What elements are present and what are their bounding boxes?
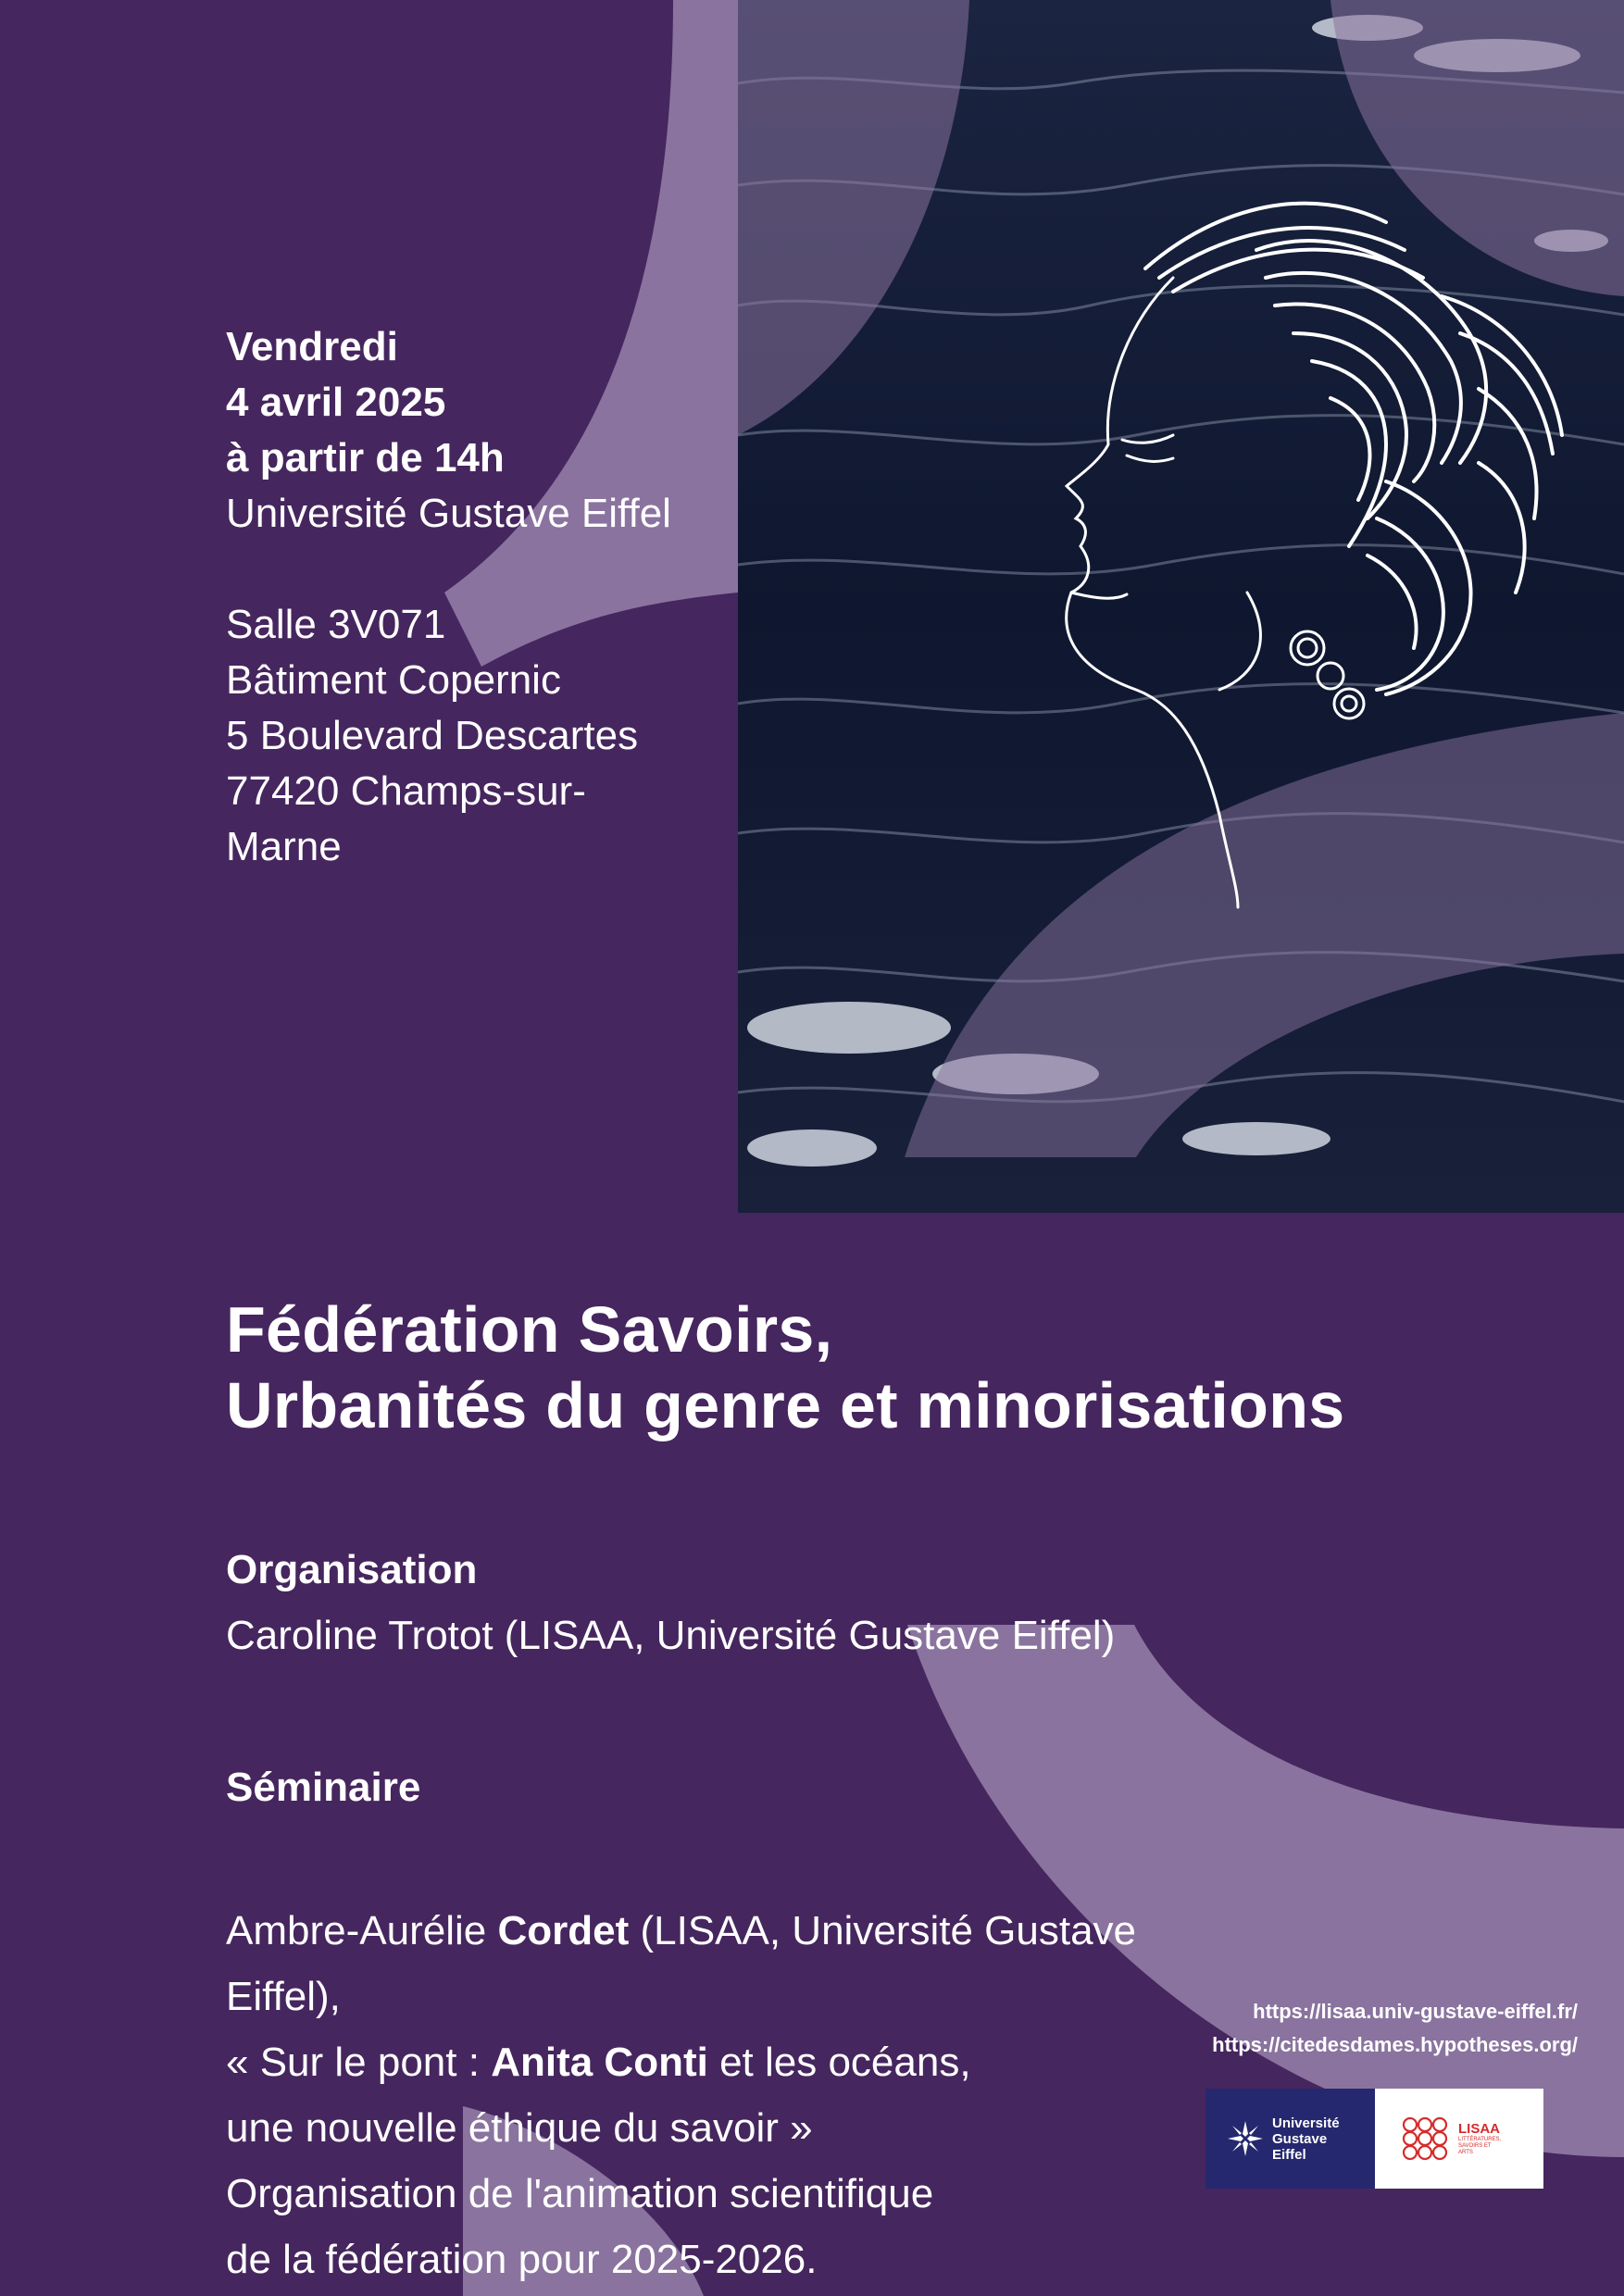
- event-city-line2: Marne: [226, 824, 342, 869]
- title-line2: Urbanités du genre et minorisations: [226, 1369, 1345, 1441]
- event-day: Vendredi: [226, 324, 398, 369]
- event-city-line1: 77420 Champs-sur-: [226, 768, 586, 814]
- speaker-last-name: Cordet: [497, 1908, 630, 1953]
- event-info: [226, 319, 744, 875]
- lisaa-knot-icon: [1401, 2115, 1449, 2162]
- event-date: 4 avril 2025: [226, 380, 446, 425]
- talk-bold: Anita Conti: [491, 2040, 708, 2085]
- title-line1: Fédération Savoirs,: [226, 1293, 833, 1366]
- link-lisaa[interactable]: https://lisaa.univ-gustave-eiffel.fr/: [1253, 2000, 1578, 2023]
- seminaire-heading: Séminaire: [226, 1765, 421, 1810]
- website-links: [1212, 1995, 1578, 2062]
- seminaire-line4: de la fédération pour 2025-2026.: [226, 2237, 818, 2282]
- talk-post: et les océans,: [719, 2040, 971, 2085]
- talk-pre: « Sur le pont :: [226, 2040, 480, 2085]
- organisation-text: Caroline Trotot (LISAA, Université Gustave Eiffel): [226, 1613, 1116, 1658]
- event-building: Bâtiment Copernic: [226, 657, 561, 703]
- ugef-star-icon: [1226, 2119, 1265, 2158]
- link-citedesdames[interactable]: https://citedesdames.hypotheses.org/: [1212, 2033, 1578, 2056]
- event-room: Salle 3V071: [226, 602, 446, 647]
- seminaire-line3: Organisation de l'animation scientifique: [226, 2171, 934, 2216]
- speaker-affiliation: (LISAA, Université Gustave Eiffel),: [226, 1908, 1137, 2019]
- seminaire-speaker: [226, 1898, 1152, 2029]
- partner-logos: [1206, 2089, 1543, 2189]
- event-time: à partir de 14h: [226, 435, 505, 480]
- poster-title: [226, 1292, 1522, 1443]
- talk-title-line1: [226, 2029, 1152, 2095]
- organisation-heading: Organisation: [226, 1547, 478, 1592]
- ocean-portrait-illustration: [738, 0, 1624, 1213]
- seminaire-body: [226, 1898, 1152, 2292]
- event-university: Université Gustave Eiffel: [226, 491, 671, 536]
- talk-title-line2: une nouvelle éthique du savoir »: [226, 2105, 813, 2151]
- speaker-first-name: Ambre-Aurélie: [226, 1908, 487, 1953]
- logo-lisaa: LISAA LITTÉRATURES, SAVOIRS ET ARTS: [1375, 2089, 1543, 2189]
- logo-universite-gustave-eiffel: Université Gustave Eiffel: [1206, 2089, 1375, 2189]
- event-street: 5 Boulevard Descartes: [226, 713, 639, 758]
